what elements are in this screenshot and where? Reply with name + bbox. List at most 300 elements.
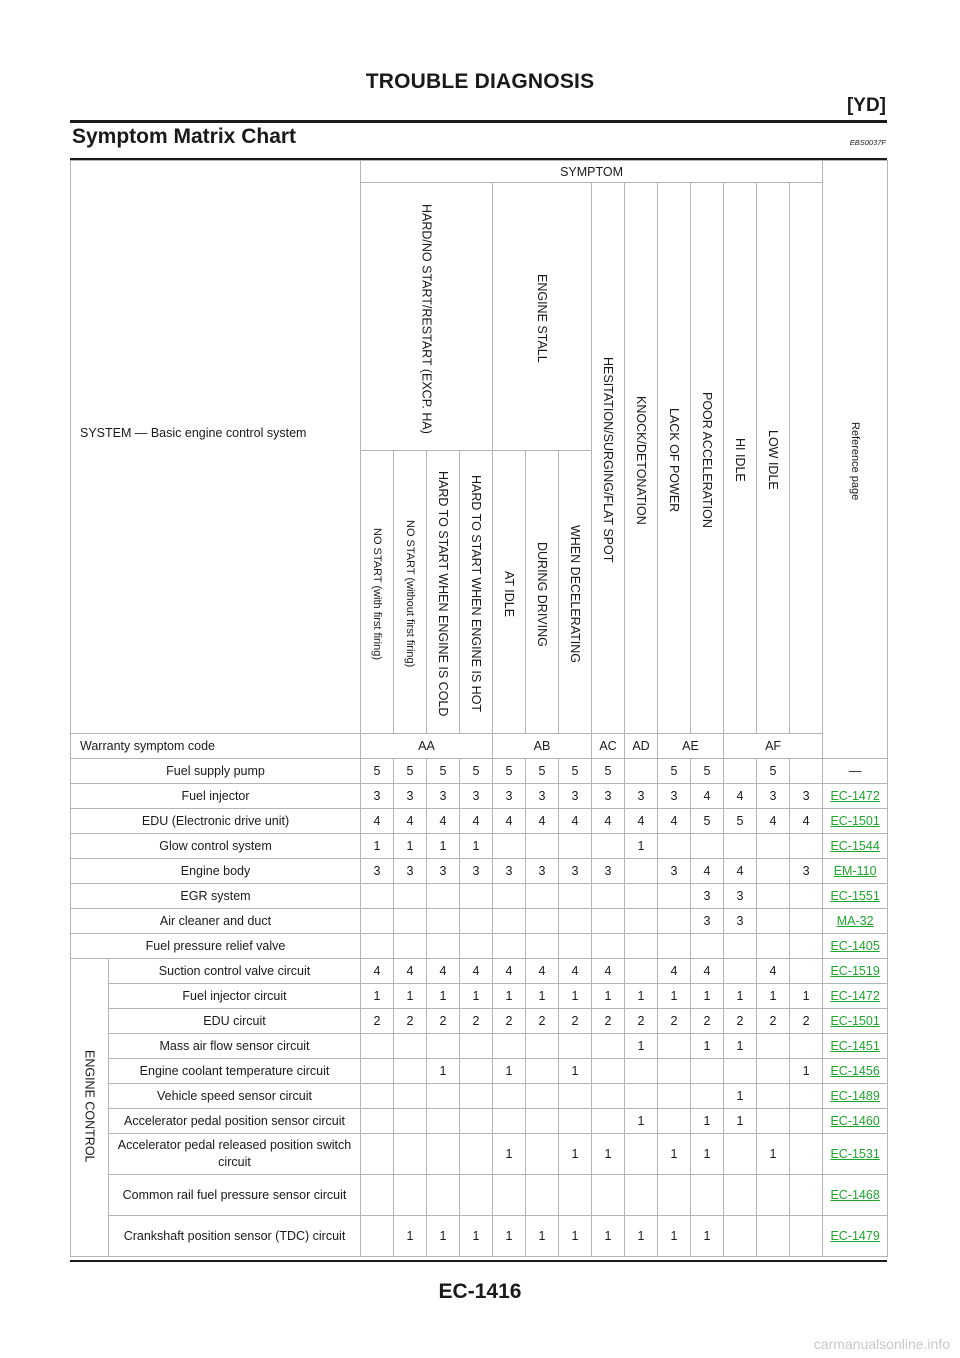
matrix-cell [460, 909, 493, 934]
matrix-cell: 2 [625, 1009, 658, 1034]
matrix-cell: 3 [592, 784, 625, 809]
matrix-cell: 3 [724, 909, 757, 934]
document-code: EBS0037F [849, 138, 886, 147]
matrix-cell: 1 [658, 1134, 691, 1175]
matrix-cell [658, 1109, 691, 1134]
matrix-cell [625, 1134, 658, 1175]
matrix-cell [526, 1034, 559, 1059]
table-row [71, 1009, 888, 1034]
matrix-cell [493, 934, 526, 959]
matrix-cell: 1 [625, 1216, 658, 1257]
row-label: Suction control valve circuit [109, 959, 361, 984]
matrix-cell: 1 [592, 984, 625, 1009]
reference-page-link[interactable] [823, 859, 888, 884]
reference-link-text: EC-1551 [830, 889, 880, 903]
matrix-cell [790, 909, 823, 934]
matrix-cell: 1 [559, 1059, 592, 1084]
reference-link-text: EC-1456 [830, 1064, 880, 1078]
matrix-cell [625, 1175, 658, 1216]
matrix-cell: 1 [394, 1216, 427, 1257]
table-row [71, 884, 888, 909]
matrix-cell [361, 1109, 394, 1134]
matrix-cell [658, 1175, 691, 1216]
reference-link-text: EM-110 [833, 864, 877, 878]
matrix-cell [526, 1059, 559, 1084]
matrix-cell [757, 884, 790, 909]
matrix-cell [559, 909, 592, 934]
row-label: Glow control system [71, 834, 361, 859]
matrix-cell [427, 1084, 460, 1109]
matrix-cell: 1 [526, 1216, 559, 1257]
matrix-cell: 4 [757, 959, 790, 984]
matrix-cell [361, 1175, 394, 1216]
matrix-cell: 3 [427, 784, 460, 809]
matrix-cell: 1 [790, 1059, 823, 1084]
sub-hard-start-cold: HARD TO START WHEN ENGINE IS COLD [427, 451, 460, 734]
table-row [71, 984, 888, 1009]
matrix-cell [493, 884, 526, 909]
row-label: Vehicle speed sensor circuit [109, 1084, 361, 1109]
reference-link-text: MA-32 [836, 914, 874, 928]
matrix-cell: 5 [559, 759, 592, 784]
matrix-cell: 1 [592, 1134, 625, 1175]
matrix-cell: 1 [592, 1216, 625, 1257]
matrix-cell: 1 [559, 984, 592, 1009]
matrix-cell [625, 959, 658, 984]
row-label: EGR system [71, 884, 361, 909]
matrix-cell [592, 1059, 625, 1084]
matrix-cell [427, 1109, 460, 1134]
row-label: Fuel injector circuit [109, 984, 361, 1009]
matrix-cell [625, 934, 658, 959]
matrix-cell: 4 [559, 809, 592, 834]
reference-page-link[interactable] [823, 909, 888, 934]
document-header-title: TROUBLE DIAGNOSIS [365, 70, 595, 93]
table-row [71, 1084, 888, 1109]
matrix-cell: 1 [625, 1109, 658, 1134]
matrix-cell: 5 [592, 759, 625, 784]
footer-rule [70, 1260, 887, 1262]
matrix-cell [592, 909, 625, 934]
matrix-cell: 2 [526, 1009, 559, 1034]
matrix-cell [394, 1084, 427, 1109]
matrix-cell: 3 [625, 784, 658, 809]
matrix-cell: 2 [658, 1009, 691, 1034]
matrix-cell [658, 1059, 691, 1084]
row-label: Fuel supply pump [71, 759, 361, 784]
matrix-cell [790, 759, 823, 784]
matrix-cell: 1 [493, 1059, 526, 1084]
reference-page-link[interactable] [823, 1059, 888, 1084]
group-engine-stall: ENGINE STALL [493, 183, 592, 451]
matrix-cell [625, 759, 658, 784]
matrix-cell [526, 834, 559, 859]
group-knock: KNOCK/DETONATION [625, 183, 658, 734]
symptom-matrix-table [70, 160, 888, 1257]
matrix-cell [790, 834, 823, 859]
matrix-cell: 1 [658, 1216, 691, 1257]
matrix-cell: 1 [427, 834, 460, 859]
matrix-cell [394, 909, 427, 934]
reference-page-link[interactable] [823, 1034, 888, 1059]
reference-page-link[interactable] [823, 784, 888, 809]
sub-during-driving: DURING DRIVING [526, 451, 559, 734]
matrix-cell [757, 1034, 790, 1059]
matrix-cell [427, 1034, 460, 1059]
matrix-cell: 1 [691, 1134, 724, 1175]
matrix-cell: 3 [658, 784, 691, 809]
reference-link-text: EC-1479 [830, 1229, 880, 1243]
matrix-cell: 1 [724, 1109, 757, 1134]
matrix-cell [658, 909, 691, 934]
table-row [71, 784, 888, 809]
matrix-cell [394, 934, 427, 959]
table-row [71, 1109, 888, 1134]
reference-link-text: EC-1451 [830, 1039, 880, 1053]
row-label: Accelerator pedal released position switch circuit [109, 1134, 361, 1175]
reference-page-link[interactable] [823, 1009, 888, 1034]
matrix-cell [757, 1059, 790, 1084]
matrix-cell: 4 [493, 809, 526, 834]
warranty-code: AD [625, 734, 658, 759]
row-label: EDU (Electronic drive unit) [71, 809, 361, 834]
matrix-cell [757, 1175, 790, 1216]
matrix-cell [790, 934, 823, 959]
system-header: SYSTEM — Basic engine control system [71, 161, 361, 734]
matrix-cell: 5 [757, 759, 790, 784]
matrix-cell [592, 1084, 625, 1109]
matrix-cell: 5 [526, 759, 559, 784]
matrix-cell [658, 834, 691, 859]
table-row [71, 759, 888, 784]
matrix-cell [559, 1034, 592, 1059]
matrix-cell: 1 [625, 984, 658, 1009]
matrix-cell [757, 834, 790, 859]
matrix-cell: 4 [361, 959, 394, 984]
matrix-cell [658, 1084, 691, 1109]
reference-page-link[interactable] [823, 1084, 888, 1109]
matrix-cell [757, 1216, 790, 1257]
warranty-code: AF [724, 734, 823, 759]
table-row [71, 959, 888, 984]
matrix-cell: 4 [691, 959, 724, 984]
warranty-label: Warranty symptom code [71, 734, 361, 759]
reference-link-text: EC-1472 [830, 789, 880, 803]
matrix-cell: 3 [493, 859, 526, 884]
table-row [71, 1216, 888, 1257]
matrix-cell: 4 [592, 959, 625, 984]
engine-control-group-label: ENGINE CONTROL [71, 959, 109, 1257]
matrix-cell: 3 [724, 884, 757, 909]
matrix-cell [460, 1175, 493, 1216]
matrix-cell [559, 1175, 592, 1216]
matrix-cell [790, 959, 823, 984]
matrix-cell: 1 [394, 984, 427, 1009]
row-label: Engine body [71, 859, 361, 884]
reference-link-text: EC-1460 [830, 1114, 880, 1128]
row-label: Mass air flow sensor circuit [109, 1034, 361, 1059]
page-title: Symptom Matrix Chart [72, 125, 297, 148]
matrix-cell: 4 [724, 784, 757, 809]
table-row [71, 1034, 888, 1059]
matrix-cell [526, 934, 559, 959]
matrix-cell: 4 [757, 809, 790, 834]
matrix-cell [427, 934, 460, 959]
matrix-cell: 1 [427, 984, 460, 1009]
matrix-cell [592, 934, 625, 959]
watermark: carmanualsonline.info [813, 1336, 950, 1352]
sub-no-start-first-firing: NO START (with first firing) [361, 451, 394, 734]
matrix-cell: 1 [658, 984, 691, 1009]
reference-page-link[interactable] [823, 884, 888, 909]
row-label: Crankshaft position sensor (TDC) circuit [109, 1216, 361, 1257]
matrix-cell: 3 [394, 859, 427, 884]
reference-link-text: EC-1544 [830, 839, 880, 853]
matrix-cell [724, 1175, 757, 1216]
reference-link-text: — [848, 764, 862, 778]
matrix-cell: 1 [691, 1109, 724, 1134]
matrix-cell [724, 1059, 757, 1084]
matrix-cell [790, 1134, 823, 1175]
reference-link-text: EC-1519 [830, 964, 880, 978]
matrix-cell: 5 [691, 759, 724, 784]
matrix-cell: 1 [460, 1216, 493, 1257]
group-hi-idle: HI IDLE [724, 183, 757, 734]
matrix-cell [526, 909, 559, 934]
matrix-cell [790, 1175, 823, 1216]
matrix-cell [394, 1109, 427, 1134]
row-label: Fuel pressure relief valve [71, 934, 361, 959]
reference-page-link[interactable] [823, 809, 888, 834]
matrix-cell: 3 [757, 784, 790, 809]
matrix-cell [790, 884, 823, 909]
matrix-cell [724, 1216, 757, 1257]
matrix-cell [592, 834, 625, 859]
matrix-cell [592, 1109, 625, 1134]
sub-hard-start-hot: HARD TO START WHEN ENGINE IS HOT [460, 451, 493, 734]
group-low-idle: LOW IDLE [757, 183, 790, 734]
matrix-cell: 4 [526, 809, 559, 834]
matrix-cell: 5 [361, 759, 394, 784]
matrix-cell: 2 [493, 1009, 526, 1034]
table-row [71, 1134, 888, 1175]
matrix-cell [625, 909, 658, 934]
matrix-cell [724, 959, 757, 984]
matrix-cell: 3 [559, 859, 592, 884]
matrix-cell: 4 [790, 809, 823, 834]
matrix-cell: 2 [691, 1009, 724, 1034]
reference-link-text: EC-1472 [830, 989, 880, 1003]
matrix-cell: 4 [460, 809, 493, 834]
matrix-cell [493, 1109, 526, 1134]
matrix-cell: 3 [526, 784, 559, 809]
matrix-cell [724, 834, 757, 859]
matrix-cell: 4 [691, 784, 724, 809]
matrix-cell [361, 884, 394, 909]
matrix-cell [625, 859, 658, 884]
matrix-cell [790, 1109, 823, 1134]
matrix-cell [724, 1134, 757, 1175]
matrix-cell [361, 1034, 394, 1059]
matrix-cell [658, 934, 691, 959]
matrix-cell [559, 1109, 592, 1134]
matrix-cell [625, 1059, 658, 1084]
document-section-code: [YD] [846, 95, 886, 116]
matrix-cell [790, 1216, 823, 1257]
matrix-cell [625, 1084, 658, 1109]
reference-page-link[interactable] [823, 984, 888, 1009]
matrix-cell [658, 884, 691, 909]
matrix-cell: 3 [460, 859, 493, 884]
matrix-cell: 2 [361, 1009, 394, 1034]
matrix-cell [592, 1034, 625, 1059]
matrix-cell [592, 884, 625, 909]
matrix-cell: 4 [361, 809, 394, 834]
reference-link-text: EC-1405 [830, 939, 880, 953]
table-row [71, 1059, 888, 1084]
matrix-cell [460, 1084, 493, 1109]
warranty-code: AC [592, 734, 625, 759]
matrix-cell: 1 [790, 984, 823, 1009]
matrix-cell: 4 [625, 809, 658, 834]
matrix-cell [691, 834, 724, 859]
matrix-cell [526, 1134, 559, 1175]
matrix-cell [460, 1034, 493, 1059]
matrix-cell [724, 759, 757, 784]
reference-page-link[interactable] [823, 834, 888, 859]
table-row [71, 834, 888, 859]
reference-page-header: Reference page [823, 161, 888, 759]
matrix-cell: 1 [724, 984, 757, 1009]
matrix-cell [592, 1175, 625, 1216]
matrix-cell [427, 1175, 460, 1216]
sub-no-start-without-firing: NO START (without first firing) [394, 451, 427, 734]
matrix-cell: 2 [394, 1009, 427, 1034]
matrix-cell: 4 [658, 959, 691, 984]
matrix-cell: 5 [460, 759, 493, 784]
matrix-cell [757, 859, 790, 884]
matrix-cell: 1 [559, 1134, 592, 1175]
matrix-cell: 3 [691, 909, 724, 934]
matrix-cell [394, 1034, 427, 1059]
matrix-cell: 1 [757, 1134, 790, 1175]
matrix-cell: 5 [724, 809, 757, 834]
matrix-cell [361, 1084, 394, 1109]
reference-link-text: EC-1489 [830, 1089, 880, 1103]
group-poor-acceleration: POOR ACCELERATION [691, 183, 724, 734]
matrix-cell [460, 1109, 493, 1134]
row-label: Air cleaner and duct [71, 909, 361, 934]
matrix-cell: 3 [361, 859, 394, 884]
row-label: Fuel injector [71, 784, 361, 809]
reference-page-link[interactable] [823, 1216, 888, 1257]
matrix-cell [691, 1084, 724, 1109]
row-label: EDU circuit [109, 1009, 361, 1034]
matrix-cell: 4 [427, 809, 460, 834]
matrix-cell [559, 1084, 592, 1109]
matrix-cell: 1 [427, 1216, 460, 1257]
matrix-cell: 1 [724, 1034, 757, 1059]
reference-page-link[interactable] [823, 1175, 888, 1216]
matrix-cell [691, 1175, 724, 1216]
matrix-cell: 1 [526, 984, 559, 1009]
matrix-cell [559, 884, 592, 909]
matrix-cell: 3 [790, 859, 823, 884]
reference-page-link[interactable] [823, 959, 888, 984]
matrix-cell: 5 [427, 759, 460, 784]
matrix-cell: 4 [460, 959, 493, 984]
matrix-cell [559, 834, 592, 859]
matrix-cell [493, 909, 526, 934]
reference-page-link[interactable] [823, 1109, 888, 1134]
sub-when-decelerating: WHEN DECELERATING [559, 451, 592, 734]
matrix-cell [460, 884, 493, 909]
matrix-cell: 1 [361, 984, 394, 1009]
matrix-cell [361, 1216, 394, 1257]
matrix-cell [526, 1109, 559, 1134]
reference-page-link[interactable] [823, 1134, 888, 1175]
matrix-cell: 1 [691, 1216, 724, 1257]
matrix-cell [361, 909, 394, 934]
matrix-cell: 4 [691, 859, 724, 884]
reference-page-link[interactable] [823, 934, 888, 959]
warranty-code: AE [658, 734, 724, 759]
warranty-code: AB [493, 734, 592, 759]
matrix-cell [394, 1134, 427, 1175]
matrix-cell: 3 [658, 859, 691, 884]
group-hesitation: HESITATION/SURGING/FLAT SPOT [592, 183, 625, 734]
matrix-cell [361, 934, 394, 959]
row-label: Common rail fuel pressure sensor circuit [109, 1175, 361, 1216]
matrix-cell: 1 [724, 1084, 757, 1109]
reference-link-text: EC-1501 [830, 1014, 880, 1028]
matrix-cell: 1 [460, 984, 493, 1009]
matrix-cell: 4 [394, 959, 427, 984]
table-row [71, 809, 888, 834]
group-lack-of-power: LACK OF POWER [658, 183, 691, 734]
matrix-cell [427, 884, 460, 909]
matrix-cell: 1 [691, 984, 724, 1009]
sub-at-idle: AT IDLE [493, 451, 526, 734]
matrix-cell: 4 [559, 959, 592, 984]
matrix-cell: 4 [493, 959, 526, 984]
matrix-cell: 3 [460, 784, 493, 809]
matrix-cell: 1 [493, 1134, 526, 1175]
table-row [71, 909, 888, 934]
matrix-cell: 4 [394, 809, 427, 834]
group-hard-no-start: HARD/NO START/RESTART (EXCP. HA) [361, 183, 493, 451]
matrix-cell: 3 [790, 784, 823, 809]
matrix-cell: 3 [493, 784, 526, 809]
matrix-cell [394, 884, 427, 909]
page-number: EC-1416 [438, 1280, 522, 1303]
matrix-cell [427, 909, 460, 934]
matrix-cell [790, 1034, 823, 1059]
matrix-cell [427, 1134, 460, 1175]
matrix-cell: 2 [592, 1009, 625, 1034]
matrix-cell: 4 [427, 959, 460, 984]
matrix-cell: 1 [361, 834, 394, 859]
matrix-cell [493, 1034, 526, 1059]
matrix-cell: 4 [658, 809, 691, 834]
matrix-cell [526, 1175, 559, 1216]
table-row [71, 1175, 888, 1216]
reference-link-text: EC-1468 [830, 1188, 880, 1202]
header-rule [70, 120, 887, 123]
matrix-cell: 3 [427, 859, 460, 884]
symptom-header: SYMPTOM [361, 161, 823, 183]
matrix-cell: 1 [394, 834, 427, 859]
